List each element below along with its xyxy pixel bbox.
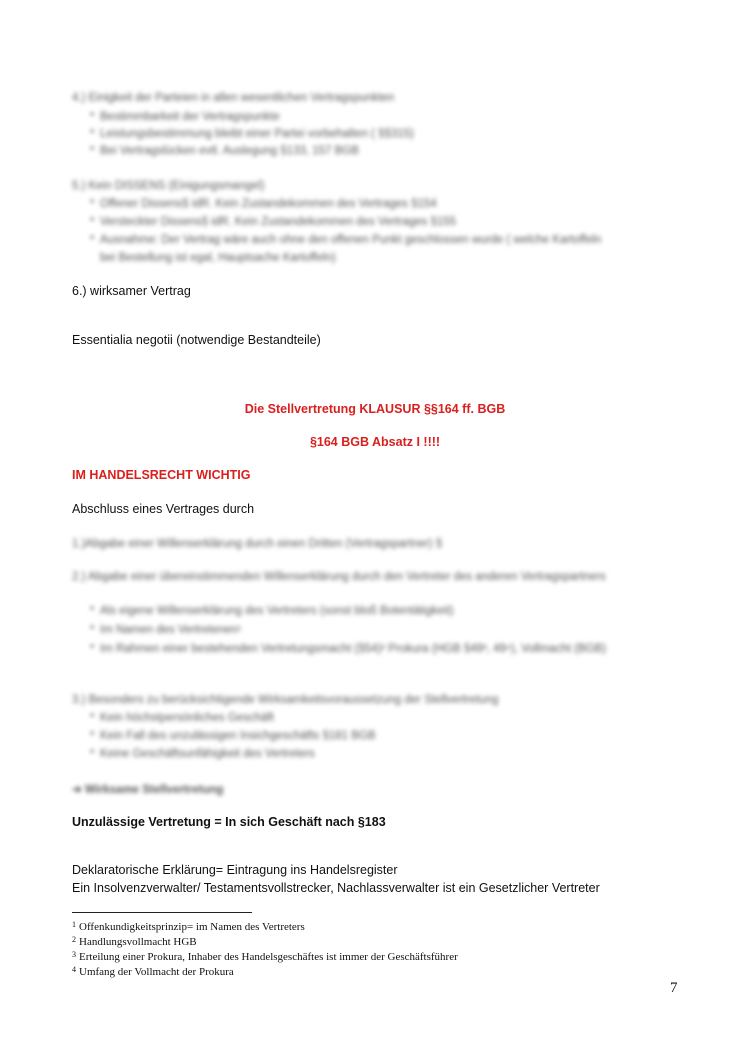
blurred-bullet: ● Keine Geschäftsunfähigkeit des Vertreters [100, 748, 315, 760]
deklaratorisch-line: Deklaratorische Erklärung= Eintragung ins Handelsregister [72, 863, 398, 877]
blurred-bullet: ● Als eigene Willenserklärung des Vertreters (sonst bloß Botentätigkeit) [100, 605, 453, 617]
section-6-line: 6.) wirksamer Vertrag [72, 284, 191, 298]
footnote-1: $^1$ Offenkundigkeitsprinzip= im Namen des Vertreters [72, 920, 305, 933]
blurred-bullet: ● Ausnahme: Der Vertrag wäre auch ohne den offenen Punkt geschlossen wurde ( welche Kartoffeln [100, 234, 601, 246]
blurred-bullet: ● Versteckter Dissens§ idR. Kein Zustandekommen des Vertrages §155 [100, 216, 456, 228]
footnote-4: $^4$ Umfang der Vollmacht der Prokura [72, 965, 234, 978]
blurred-bullet: ● Bestimmbarkeit der Vertragspunkte [100, 111, 280, 123]
blurred-point-1: 1.)Abgabe einer Willenserklärung durch einen Dritten (Vertragspartner) § [72, 538, 443, 550]
blurred-bullet: ● Kein Fall des unzulässigen Insichgeschäfts §181 BGB [100, 730, 376, 742]
blurred-bullet: ● Im Namen des Vertretenen¹ [100, 624, 241, 636]
blurred-bullet: ● Im Rahmen einer bestehenden Vertretungsmacht (§54)² Prokura (HGB §49³, 49⁴), Vollmacht (BGB) [100, 643, 606, 655]
blurred-bullet: ● Leistungsbestimmung bleibt einer Partei vorbehalten ( §§315) [100, 128, 414, 140]
blurred-bullet: ● Kein höchstpersönliches Geschäft [100, 712, 274, 724]
essentialia-line: Essentialia negotii (notwendige Bestandteile) [72, 333, 321, 347]
footnote-divider [72, 912, 252, 913]
footnote-2: $^2$ Handlungsvollmacht HGB [72, 935, 197, 948]
insolvenz-line: Ein Insolvenzverwalter/ Testamentsvollstrecker, Nachlassverwalter ist ein Gesetzlicher Vertreter [72, 881, 600, 895]
blurred-heading-4: 4.) Einigkeit der Parteien in allen wesentlichen Vertragspunkten [72, 92, 395, 104]
footnote-3: $^3$ Erteilung einer Prokura, Inhaber des Handelsgeschäftes ist immer der Geschäftsführer [72, 950, 458, 963]
unzulaessige-vertretung-line: Unzulässige Vertretung = In sich Geschäft nach §183 [72, 815, 386, 829]
blurred-point-2: 2.) Abgabe einer übereinstimmenden Willenserklärung durch den Vertreter des anderen Vertragspartners [72, 571, 606, 583]
blurred-continuation: bei Bestellung ist egal, Hauptsache Kartoffeln) [100, 252, 336, 264]
heading-stellvertretung: Die Stellvertretung KLAUSUR §§164 ff. BGB [244, 402, 506, 416]
handelsrecht-heading: IM HANDELSRECHT WICHTIG [72, 468, 251, 482]
heading-paragraph-164: §164 BGB Absatz I !!!! [309, 435, 441, 449]
abschluss-line: Abschluss eines Vertrages durch [72, 502, 255, 516]
blurred-arrow-line: ➔ Wirksame Stellvertretung [72, 784, 224, 796]
blurred-heading-5: 5.) Kein DISSENS (Einigungsmangel) [72, 180, 265, 192]
blurred-bullet: ● Bei Vertragslücken evtl. Auslegung §133, 157 BGB [100, 145, 359, 157]
blurred-bullet: ● Offener Dissens§ idR. Kein Zustandekommen des Vertrages §154 [100, 198, 437, 210]
blurred-point-3: 3.) Besonders zu berücksichtigende Wirksamkeitsvoraussetzung der Stellvertretung [72, 694, 499, 706]
page-number: 7 [670, 980, 678, 996]
